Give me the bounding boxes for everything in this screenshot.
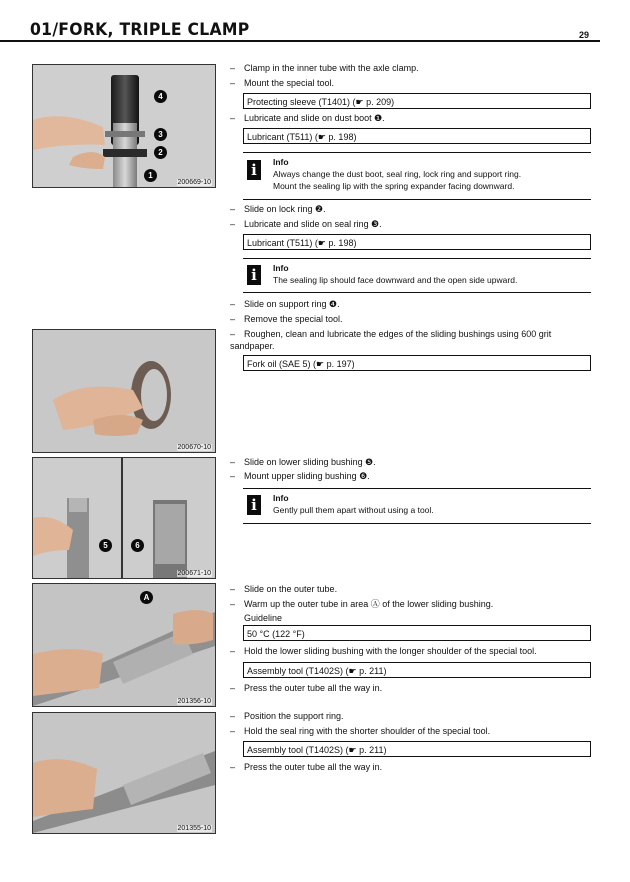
step-slide-outer-tube (230, 583, 337, 595)
info-box-1 (243, 152, 591, 200)
info-line: Gently pull them apart without using a tool. (273, 505, 434, 515)
ref-lubricant-2: Lubricant (T511) (☛ p. 198) (243, 234, 591, 250)
page-number: 29 (579, 30, 590, 40)
step-text: Roughen, clean and lubricate the edges of the sliding bushings using 600 grit sandpaper. (230, 329, 552, 351)
bullet-dash: – (230, 683, 236, 693)
bullet-dash: – (230, 314, 236, 324)
step-text: Lubricate and slide on dust boot ❶. (244, 113, 385, 123)
step-seal-ring (230, 218, 382, 230)
step-upper-bushing (230, 470, 370, 482)
callout-A: A (140, 591, 153, 604)
photo-seal-ring-illustration (33, 713, 215, 833)
bullet-dash: – (230, 204, 236, 214)
info-title: Info (273, 157, 289, 167)
info-title: Info (273, 263, 289, 273)
info-line: Mount the sealing lip with the spring expander facing downward. (273, 180, 515, 191)
bullet-dash: – (230, 78, 236, 88)
step-press-outer-tube-1 (230, 682, 382, 694)
photo-sliding-bushing (32, 329, 216, 453)
bullet-dash: – (230, 726, 236, 736)
step-text: Press the outer tube all the way in. (244, 683, 383, 693)
photo-outer-tube (32, 583, 216, 707)
photo-sliding-bushings-pair-illustration (33, 458, 215, 578)
callout-5: 5 (99, 539, 112, 552)
info-icon: i (247, 265, 261, 285)
info-title: Info (273, 493, 289, 503)
step-lower-bushing (230, 456, 376, 468)
info-icon: i (247, 160, 261, 180)
step-text: Position the support ring. (244, 711, 344, 721)
bullet-dash: – (230, 646, 236, 656)
photo-seal-ring (32, 712, 216, 834)
callout-6: 6 (131, 539, 144, 552)
step-text: Lubricate and slide on seal ring ❸. (244, 219, 382, 229)
callout-3: 3 (154, 128, 167, 141)
info-icon: i (247, 495, 261, 515)
photo-dust-boot-illustration (33, 65, 215, 187)
info-body (273, 505, 585, 517)
header-rule (0, 40, 600, 42)
step-text: Remove the special tool. (244, 314, 343, 324)
step-text: Mount upper sliding bushing ❻. (244, 471, 370, 481)
bullet-dash: – (230, 711, 236, 721)
ref-protecting-sleeve: Protecting sleeve (T1401) (☛ p. 209) (243, 93, 591, 109)
photo-id: 200671-10 (177, 570, 211, 577)
photo-id: 201356-10 (177, 698, 211, 705)
step-text: Clamp in the inner tube with the axle clamp. (244, 63, 419, 73)
info-body (273, 169, 585, 192)
ref-temperature: 50 °C (122 °F) (243, 625, 591, 641)
callout-2: 2 (154, 146, 167, 159)
step-text: Slide on lower sliding bushing ❺. (244, 457, 376, 467)
info-line: The sealing lip should face downward and the open side upward. (273, 275, 518, 285)
bullet-dash: – (230, 599, 236, 609)
step-support-ring (230, 298, 340, 310)
step-lock-ring (230, 203, 326, 215)
info-line: Always change the dust boot, seal ring, lock ring and support ring. (273, 169, 522, 179)
bullet-dash: – (230, 299, 236, 309)
info-box-3 (243, 488, 591, 524)
ref-assembly-tool-1: Assembly tool (T1402S) (☛ p. 211) (243, 662, 591, 678)
step-warm-outer-tube (230, 598, 493, 610)
step-text: Press the outer tube all the way in. (244, 762, 383, 772)
photo-id: 200670-10 (177, 444, 211, 451)
step-position-support-ring (230, 710, 344, 722)
photo-id: 201355-10 (177, 825, 211, 832)
step-text: Slide on the outer tube. (244, 584, 338, 594)
step-roughen-bushings (230, 328, 590, 352)
step-clamp-inner-tube (230, 62, 419, 74)
step-remove-tool (230, 313, 343, 325)
ref-fork-oil: Fork oil (SAE 5) (☛ p. 197) (243, 355, 591, 371)
step-mount-special-tool (230, 77, 334, 89)
step-dust-boot (230, 112, 385, 124)
page-title: 01/FORK, TRIPLE CLAMP (30, 20, 250, 40)
bullet-dash: – (230, 762, 236, 772)
bullet-dash: – (230, 63, 236, 73)
ref-assembly-tool-2: Assembly tool (T1402S) (☛ p. 211) (243, 741, 591, 757)
callout-4: 4 (154, 90, 167, 103)
step-text: Mount the special tool. (244, 78, 335, 88)
step-text: Hold the lower sliding bushing with the longer shoulder of the special tool. (244, 646, 537, 656)
step-text: Hold the seal ring with the shorter shoulder of the special tool. (244, 726, 491, 736)
bullet-dash: – (230, 457, 236, 467)
bullet-dash: – (230, 113, 236, 123)
info-box-2 (243, 258, 591, 293)
step-hold-seal-ring (230, 725, 490, 737)
bullet-dash: – (230, 584, 236, 594)
ref-lubricant-1: Lubricant (T511) (☛ p. 198) (243, 128, 591, 144)
photo-dust-boot (32, 64, 216, 188)
bullet-dash: – (230, 329, 236, 339)
callout-1: 1 (144, 169, 157, 182)
step-press-outer-tube-2 (230, 761, 382, 773)
bullet-dash: – (230, 219, 236, 229)
step-text: Warm up the outer tube in area Ⓐ of the lower sliding bushing. (244, 599, 494, 609)
guideline-label: Guideline (244, 613, 283, 623)
photo-outer-tube-illustration (33, 584, 215, 706)
step-text: Slide on lock ring ❷. (244, 204, 326, 214)
photo-sliding-bushing-illustration (33, 330, 215, 452)
photo-sliding-bushings-pair (32, 457, 216, 579)
step-text: Slide on support ring ❹. (244, 299, 340, 309)
photo-id: 200669-10 (177, 179, 211, 186)
info-body (273, 275, 585, 287)
step-hold-lower-bushing (230, 645, 537, 657)
bullet-dash: – (230, 471, 236, 481)
